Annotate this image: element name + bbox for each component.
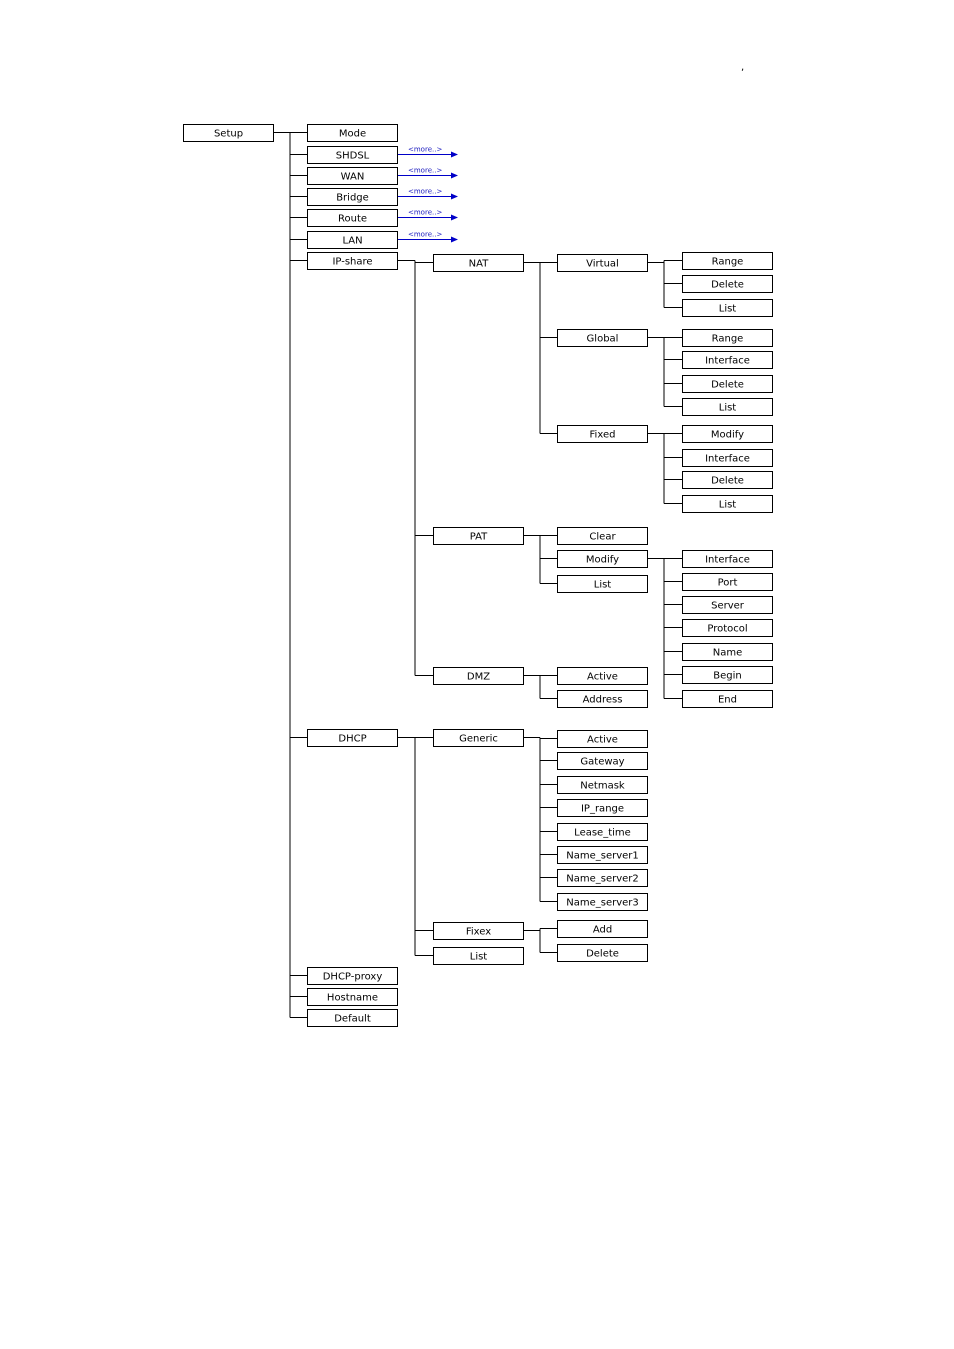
node-f-interface xyxy=(683,450,773,467)
node-label-dmz: DMZ xyxy=(466,671,491,683)
node-ge-ns3 xyxy=(558,894,648,911)
node-f-modify xyxy=(683,426,773,443)
node-fixed xyxy=(558,426,648,443)
node-label-ge-ns3: Name_server3 xyxy=(566,897,639,909)
node-virtual xyxy=(558,255,648,272)
node-label-setup: Setup xyxy=(213,128,244,140)
node-label-mode: Mode xyxy=(338,128,367,140)
node-label-bridge: Bridge xyxy=(336,192,369,204)
node-p-clear xyxy=(558,528,648,545)
node-label-f-delete: Delete xyxy=(711,475,744,487)
node-label-g-delete: Delete xyxy=(711,379,744,391)
more-label-shdsl: <more..> xyxy=(408,145,443,154)
node-label-v-range: Range xyxy=(711,256,744,268)
node-label-default: Default xyxy=(334,1013,371,1025)
node-v-list xyxy=(683,300,773,317)
node-label-p-list: List xyxy=(593,579,612,591)
tree-nodes xyxy=(184,125,773,1027)
node-fixex xyxy=(434,923,524,940)
node-p-list xyxy=(558,576,648,593)
node-label-ge-gateway: Gateway xyxy=(580,756,625,768)
node-ge-gateway xyxy=(558,753,648,770)
node-label-route: Route xyxy=(337,213,368,225)
node-label-g-range: Range xyxy=(711,333,744,345)
node-label-d-active: Active xyxy=(587,671,618,683)
node-nat xyxy=(434,255,524,272)
node-label-ge-netmask: Netmask xyxy=(580,780,625,792)
node-label-d-address: Address xyxy=(582,694,623,706)
node-d-address xyxy=(558,691,648,708)
node-generic xyxy=(434,730,524,747)
node-ge-active xyxy=(558,731,648,748)
node-pm-server xyxy=(683,597,773,614)
node-f-delete xyxy=(683,472,773,489)
node-label-fx-add: Add xyxy=(592,924,613,936)
node-setup xyxy=(184,125,274,142)
node-ge-iprange xyxy=(558,800,648,817)
node-label-virtual: Virtual xyxy=(586,258,619,270)
node-dhcp-list xyxy=(434,948,524,965)
node-label-fixex: Fixex xyxy=(465,926,492,938)
node-default xyxy=(308,1010,398,1027)
node-label-pm-protocol: Protocol xyxy=(707,623,748,635)
node-label-ge-lease: Lease_time xyxy=(574,827,631,839)
node-label-pm-port: Port xyxy=(717,577,738,589)
node-label-pm-interface: Interface xyxy=(705,554,750,566)
node-fx-delete xyxy=(558,945,648,962)
node-hostname xyxy=(308,989,398,1006)
node-label-lan: LAN xyxy=(342,235,363,247)
node-fx-add xyxy=(558,921,648,938)
more-label-wan: <more..> xyxy=(408,166,443,175)
node-ge-netmask xyxy=(558,777,648,794)
node-label-f-list: List xyxy=(718,499,737,511)
node-label-f-interface: Interface xyxy=(705,453,750,465)
node-pat xyxy=(434,528,524,545)
node-label-ge-active: Active xyxy=(587,734,618,746)
node-label-fixed: Fixed xyxy=(589,429,616,441)
node-pm-begin xyxy=(683,667,773,684)
node-label-shdsl: SHDSL xyxy=(335,150,370,162)
node-label-dhcp-proxy: DHCP-proxy xyxy=(322,971,383,983)
page-mark: , xyxy=(741,62,745,73)
node-bridge xyxy=(308,189,398,206)
node-v-delete xyxy=(683,276,773,293)
node-label-g-list: List xyxy=(718,402,737,414)
node-pm-name xyxy=(683,644,773,661)
node-dhcp xyxy=(308,730,398,747)
node-shdsl xyxy=(308,147,398,164)
node-lan xyxy=(308,232,398,249)
node-label-pm-begin: Begin xyxy=(713,670,742,682)
node-g-range xyxy=(683,330,773,347)
node-pm-end xyxy=(683,691,773,708)
node-label-p-clear: Clear xyxy=(589,531,616,543)
node-label-f-modify: Modify xyxy=(710,429,745,441)
node-label-nat: NAT xyxy=(468,258,489,270)
node-label-pm-server: Server xyxy=(711,600,744,612)
node-label-p-modify: Modify xyxy=(585,554,620,566)
more-arrows xyxy=(397,146,457,240)
node-d-active xyxy=(558,668,648,685)
node-p-modify xyxy=(558,551,648,568)
node-label-pat: PAT xyxy=(469,531,488,543)
node-g-delete xyxy=(683,376,773,393)
node-mode xyxy=(308,125,398,142)
node-label-pm-name: Name xyxy=(712,647,743,659)
node-label-generic: Generic xyxy=(459,733,498,745)
node-route xyxy=(308,210,398,227)
node-g-interface xyxy=(683,352,773,369)
node-label-v-delete: Delete xyxy=(711,279,744,291)
node-wan xyxy=(308,168,398,185)
node-f-list xyxy=(683,496,773,513)
node-pm-interface xyxy=(683,551,773,568)
node-ge-ns1 xyxy=(558,847,648,864)
node-v-range xyxy=(683,253,773,270)
node-pm-protocol xyxy=(683,620,773,637)
node-label-v-list: List xyxy=(718,303,737,315)
node-global xyxy=(558,330,648,347)
node-label-wan: WAN xyxy=(340,171,365,183)
node-label-g-interface: Interface xyxy=(705,355,750,367)
node-label-dhcp-list: List xyxy=(469,951,488,963)
node-g-list xyxy=(683,399,773,416)
node-ge-lease xyxy=(558,824,648,841)
node-pm-port xyxy=(683,574,773,591)
node-label-global: Global xyxy=(586,333,619,345)
node-label-ge-ns2: Name_server2 xyxy=(566,873,639,885)
node-dhcp-proxy xyxy=(308,968,398,985)
node-dmz xyxy=(434,668,524,685)
more-label-route: <more..> xyxy=(408,208,443,217)
more-label-lan: <more..> xyxy=(408,230,443,239)
more-label-bridge: <more..> xyxy=(408,187,443,196)
node-label-ge-iprange: IP_range xyxy=(580,803,625,815)
node-label-ipshare: IP-share xyxy=(332,256,373,268)
node-label-dhcp: DHCP xyxy=(338,733,367,745)
node-label-fx-delete: Delete xyxy=(586,948,619,960)
node-ge-ns2 xyxy=(558,870,648,887)
node-label-ge-ns1: Name_server1 xyxy=(566,850,639,862)
node-label-pm-end: End xyxy=(717,694,738,706)
node-ipshare xyxy=(308,253,398,270)
node-label-hostname: Hostname xyxy=(326,992,379,1004)
